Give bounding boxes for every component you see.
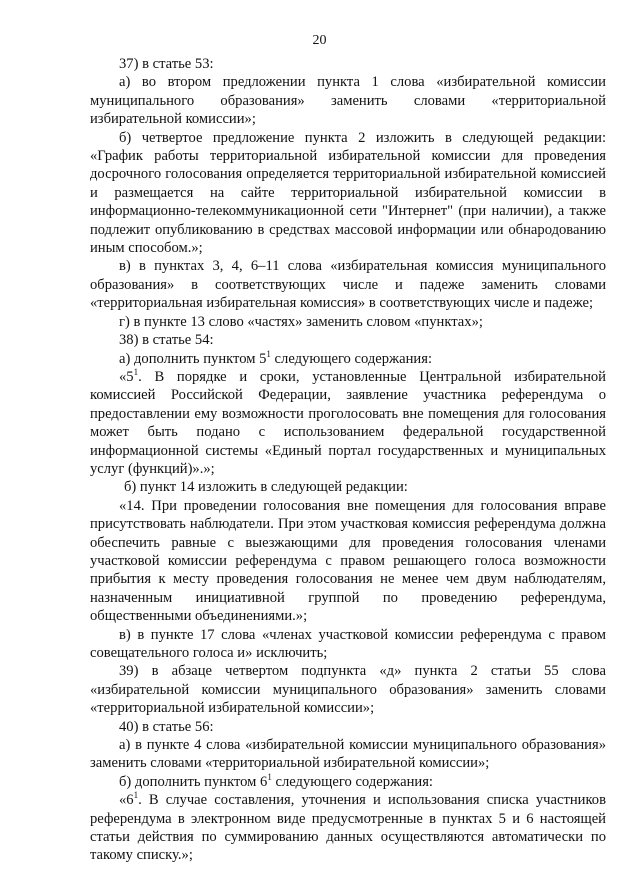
paragraph-item-38: 38) в статье 54: xyxy=(119,332,214,349)
page-number: 20 xyxy=(312,33,327,48)
paragraph-quote-6-1 xyxy=(90,791,606,865)
paragraph-item-38a xyxy=(90,350,606,368)
text-fragment: а) дополнить пунктом 5 xyxy=(119,350,267,367)
paragraph-item-37g: г) в пункте 13 слово «частях» заменить словом «пунктах»; xyxy=(119,313,483,330)
paragraph-item-40b xyxy=(90,773,606,791)
paragraph-item-39: 39) в абзаце четвертом подпункта «д» пункта 2 статьи 55 слова «избирательной комиссии муниципального образования» заменить словами «территориальной избирательной комиссии»; xyxy=(90,663,606,717)
document-body xyxy=(90,55,606,865)
text-fragment: следующего содержания: xyxy=(271,773,433,790)
paragraph-item-40a: а) в пункте 4 слова «избирательной комиссии муниципального образования» заменить словами «территориальной избирательной комиссии»; xyxy=(90,737,606,772)
superscript: 1 xyxy=(133,790,139,801)
superscript: 1 xyxy=(267,771,272,782)
paragraph-quote-14: «14. При проведении голосования вне помещения для голосования вправе присутствовать наблюдатели. При этом участковая комиссия референдума должна обеспечить равные с выезжающими для проведения голосования членами участковой комиссии референдума с правом решающего голоса возможности прибытия к месту проведения голосования не менее чем двум наблюдателям, назначенным инициативной группой по проведению референдума, общественными объединениями.»; xyxy=(90,497,606,625)
text-fragment: «6 xyxy=(119,792,134,809)
paragraph-item-37b: б) четвертое предложение пункта 2 изложить в следующей редакции: «График работы территориальной избирательной комиссии для проведения досрочного голосования определяется территориальной избирательной комиссией и размещается на сайте территориальной избирательной комиссии в информационно-телекоммуникационной сети "Интернет" (при наличии), а также подлежит опубликованию в средствах массовой информации или обнародованию иным способом.»; xyxy=(90,129,606,257)
paragraph-item-38b: б) пункт 14 изложить в следующей редакции: xyxy=(124,479,408,496)
superscript: 1 xyxy=(133,367,139,378)
text-fragment: . В порядке и сроки, установленные Центральной избирательной комиссией Российской Федерации, заявление участника референдума о предоставлении ему возможности проголосовать вне помещения для голосования может быть подано с использованием федеральной государственной информационной системы «Единый портал государственных и муниципальных услуг (функций)».»; xyxy=(90,368,606,477)
paragraph-item-37a: а) во втором предложении пункта 1 слова «избирательной комиссии муниципального образования» заменить словами «территориальной избирательной комиссии»; xyxy=(90,74,606,128)
superscript: 1 xyxy=(266,348,271,359)
paragraph-item-40: 40) в статье 56: xyxy=(119,718,214,735)
paragraph-item-38v: в) в пункте 17 слова «членах участковой комиссии референдума с правом совещательного голоса и» исключить; xyxy=(90,626,606,661)
paragraph-quote-5-1 xyxy=(90,368,606,478)
text-fragment: «5 xyxy=(119,368,134,385)
paragraph-item-37v: в) в пунктах 3, 4, 6–11 слова «избирательная комиссия муниципального образования» в соответствующих числе и падеже заменить словами «территориальная избирательная комиссия» в соответствующих числе и падеже; xyxy=(90,258,606,312)
paragraph-item-37: 37) в статье 53: xyxy=(119,56,214,72)
text-fragment: . В случае составления, уточнения и использования списка участников референдума в электронном виде предусмотренные в пунктах 5 и 6 настоящей статьи действия по суммированию данных осуществляются автоматически по такому списку.»; xyxy=(90,792,606,864)
text-fragment: б) дополнить пунктом 6 xyxy=(119,773,268,790)
text-fragment: следующего содержания: xyxy=(270,350,433,367)
